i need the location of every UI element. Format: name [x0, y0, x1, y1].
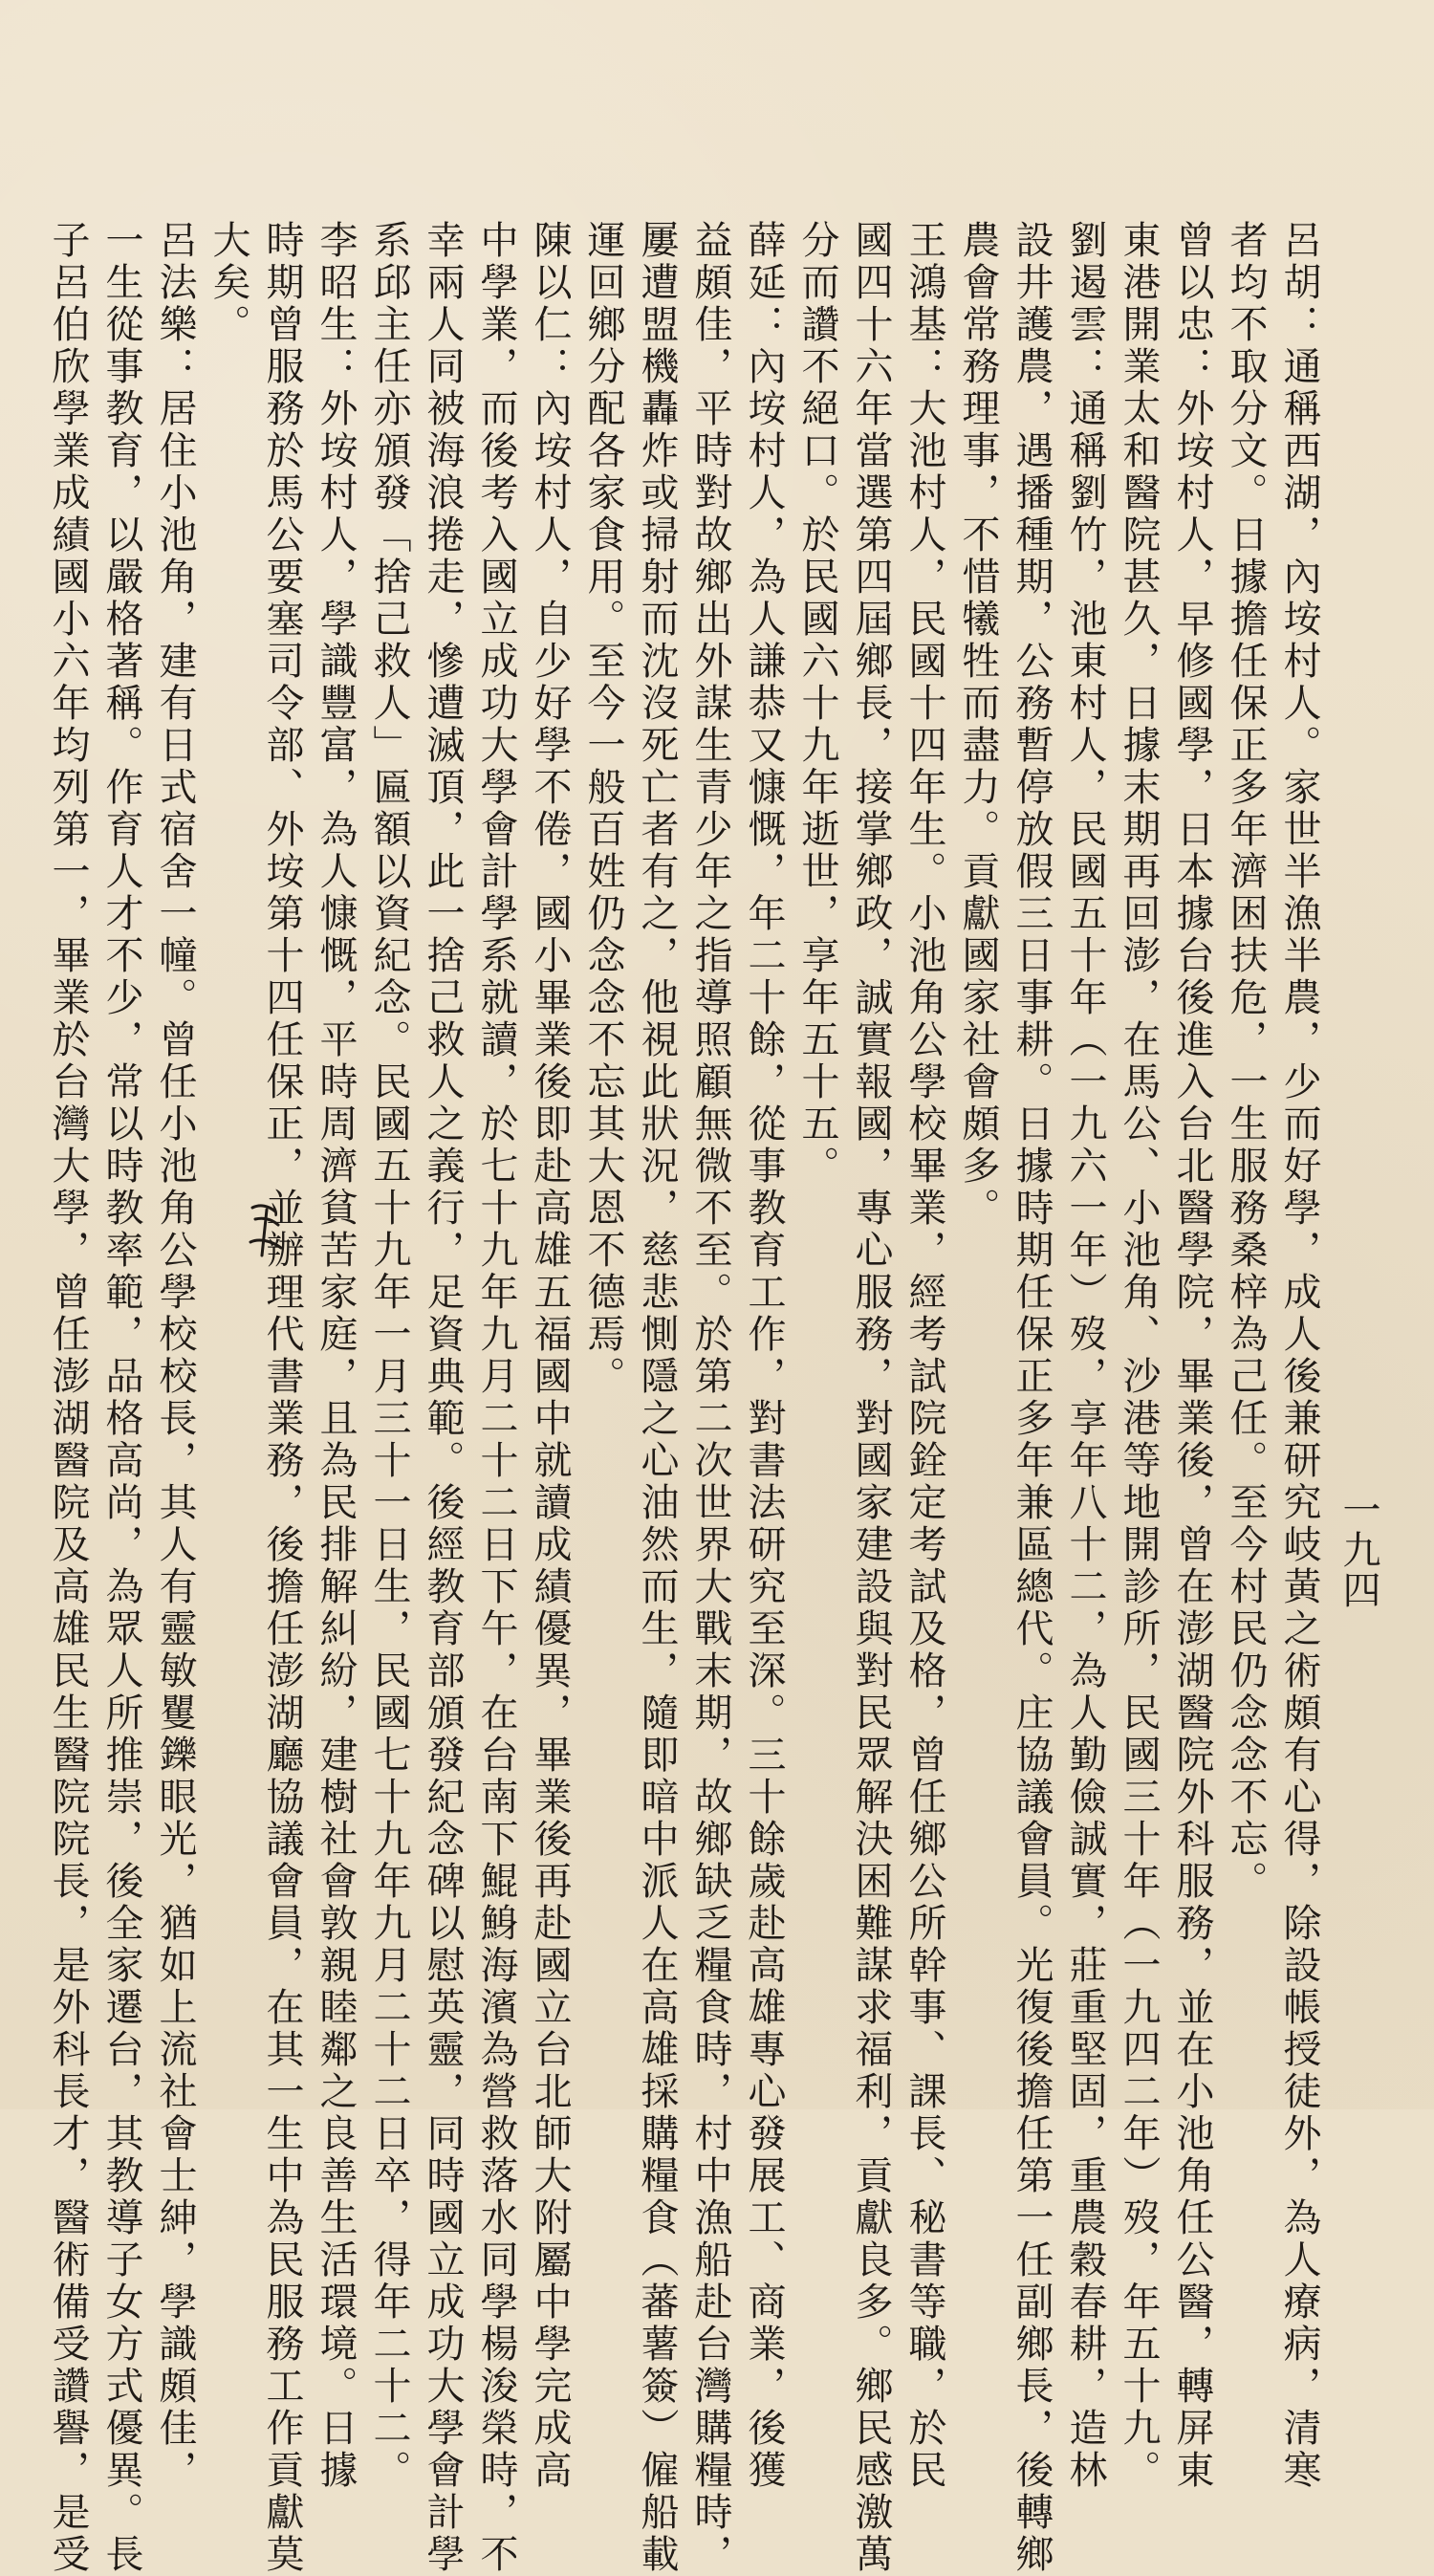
text-column: 李昭生：外垵村人，學識豐富，為人慷慨，平時周濟貧苦家庭，且為民排解糾紛，建樹社會敦親睦鄰之良善生活環境。日據 — [314, 220, 358, 2492]
text-column: 中學業，而後考入國立成功大學會計學系就讀，於七十九年九月二十二日下午，在台南下鯤鯓海濱為營救落水同學楊浚榮時，不 — [474, 220, 518, 2576]
text-column: 者均不取分文。日據擔任保正多年濟困扶危，一生服務桑梓為己任。至今村民仍念念不忘。 — [1224, 220, 1268, 1903]
text-column: 運回鄉分配各家食用。至今一般百姓仍念念不忘其大恩不德焉。 — [581, 220, 625, 1398]
text-column: 大矣。 — [206, 220, 250, 346]
text-column: 子呂伯欣學業成績國小六年均列第一，畢業於台灣大學，曾任澎湖醫院及高雄民生醫院院長，是外科長才，醫術備受讚譽，是受 — [46, 220, 90, 2576]
text-column: 王鴻基：大池村人，民國十四年生。小池角公學校畢業，經考試院銓定考試及格，曾任鄉公所幹事、課長、秘書等職，於民 — [902, 220, 946, 2492]
text-column: 分而讚不絕口。於民國六十九年逝世，享年五十五。 — [795, 220, 839, 1188]
text-column: 系邱主任亦頒發「捨己救人」匾額以資紀念。民國五十九年一月三十一日生，民國七十九年九月二十二日卒，得年二十二。 — [367, 220, 411, 2492]
text-column: 一生從事教育，以嚴格著稱。作育人才不少，常以時教率範，品格高尚，為眾人所推崇，後全家遷台，其教導子女方式優異。長 — [99, 220, 143, 2576]
text-column: 屢遭盟機轟炸或掃射而沈沒死亡者有之，他視此狀況，慈悲惻隱之心油然而生，隨即暗中派人在高雄採購糧食（蕃薯簽）僱船載 — [635, 220, 679, 2576]
text-column: 農會常務理事，不惜犧牲而盡力。貢獻國家社會頗多。 — [956, 220, 1000, 1230]
text-column: 益頗佳，平時對故鄉出外謀生青少年之指導照顧無微不至。於第二次世界大戰末期，故鄉缺乏糧食時，村中漁船赴台灣購糧時， — [688, 220, 732, 2576]
page-number: 一九四 — [1336, 1490, 1380, 1610]
text-column: 設井護農，遇播種期，公務暫停放假三日事耕。日據時期任保正多年兼區總代。庄協議會員。光復後擔任第一任副鄉長，後轉鄉 — [1010, 220, 1054, 2576]
text-column: 陳以仁：內垵村人，自少好學不倦，國小畢業後即赴高雄五福國中就讀成績優異，畢業後再赴國立台北師大附屬中學完成高 — [528, 220, 572, 2492]
text-column: 國四十六年當選第四屆鄉長，接掌鄉政，誠實報國，專心服務，對國家建設與對民眾解決困難謀求福利，貢獻良多。鄉民感激萬 — [849, 220, 893, 2576]
text-column: 薛延：內垵村人，為人謙恭又慷慨，年二十餘，從事教育工作，對書法研究至深。三十餘歲赴高雄專心發展工、商業，後獲 — [742, 220, 786, 2492]
text-column: 幸兩人同被海浪捲走，慘遭滅頂，此一捨己救人之義行，足資典範。後經教育部頒發紀念碑以慰英靈，同時國立成功大學會計學 — [421, 220, 465, 2576]
text-column: 東港開業太和醫院甚久，日據末期再回澎，在馬公、小池角、沙港等地開診所，民國三十年（一九四二年）歿，年五十九。 — [1117, 220, 1161, 2492]
text-column: 呂法樂：居住小池角，建有日式宿舍一幢。曾任小池角公學校校長，其人有靈敏矍鑠眼光，猶如上流社會士紳，學識頗佳， — [153, 220, 197, 2492]
text-column: 呂胡：通稱西湖，內垵村人。家世半漁半農，少而好學，成人後兼研究岐黃之術頗有心得，除設帳授徒外，為人療病，清寒 — [1277, 220, 1321, 2492]
handwritten-mark-icon — [239, 1200, 291, 1267]
text-column: 時期曾服務於馬公要塞司令部、外垵第十四任保正，並辦理代書業務，後擔任澎湖廳協議會員，在其一生中為民服務工作貢獻莫 — [260, 220, 304, 2576]
text-column: 曾以忠：外垵村人，早修國學，日本據台後進入台北醫學院，畢業後，曾在澎湖醫院外科服務，並在小池角任公醫，轉屏東 — [1170, 220, 1214, 2492]
biography-text-block — [46, 220, 1326, 2576]
text-column: 劉遏雲：通稱劉竹，池東村人，民國五十年（一九六一年）歿，享年八十二，為人勤儉誠實，莊重堅固，重農穀春耕，造林 — [1063, 220, 1107, 2492]
